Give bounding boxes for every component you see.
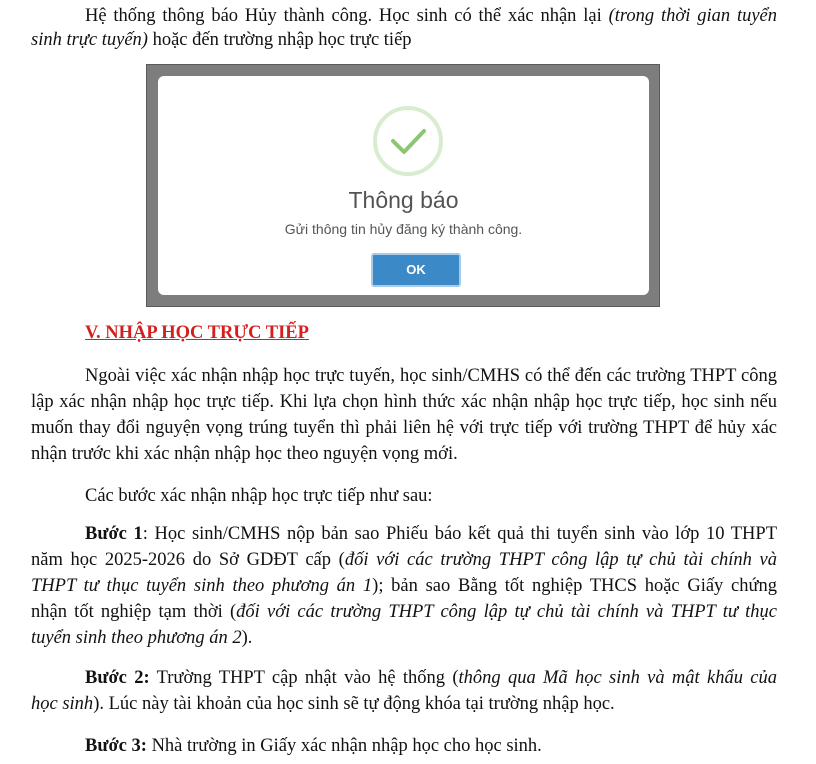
intro-text-2: hoặc đến trường nhập học trực tiếp	[152, 30, 412, 50]
step2-label: Bước 2:	[85, 668, 150, 688]
intro-italic: (trong thời gian tuyển	[608, 6, 778, 26]
ok-button[interactable]: OK	[371, 253, 461, 287]
success-dialog	[158, 76, 649, 295]
para2: Các bước xác nhận nhập học trực tiếp như sau:	[85, 486, 433, 506]
step2-italic: học sinh	[31, 694, 94, 714]
para1-line-3: muốn thay đổi nguyện vọng trúng tuyển thì phải liên hệ với trực tiếp với trường THPT để hủy xác	[31, 418, 777, 438]
step1-italic: THPT tư thục tuyển sinh theo phương án 1	[31, 576, 373, 596]
step1-line-2	[31, 549, 777, 571]
step2-line-1	[85, 667, 777, 689]
step1-text: ).	[241, 628, 253, 648]
step1-line-4	[31, 601, 777, 623]
step2-text: Trường THPT cập nhật vào hệ thống (	[149, 668, 459, 688]
intro-italic-2: sinh trực tuyến)	[31, 30, 148, 50]
dialog-message: Gửi thông tin hủy đăng ký thành công.	[284, 221, 523, 237]
step1-line-5	[31, 627, 252, 649]
step1-italic: đối với các trường THPT công lập tự chủ tài chính và THPT tư thục	[236, 602, 777, 622]
step2-line-2	[31, 693, 615, 715]
step1-text: ); bản sao Bằng tốt nghiệp THCS hoặc Giấy chứng	[372, 576, 777, 596]
dialog-screenshot	[146, 64, 660, 307]
intro-line-1	[85, 5, 777, 27]
step2-italic: thông qua Mã học sinh và mật khẩu của	[458, 668, 777, 688]
step1-text: : Học sinh/CMHS nộp bản sao Phiếu báo kết quả thi tuyển sinh vào lớp 10 THPT	[142, 524, 777, 544]
step1-line-1	[85, 523, 777, 545]
step1-text: năm học 2025-2026 do Sở GDĐT cấp (	[31, 550, 345, 570]
step1-italic: tuyển sinh theo phương án 2	[31, 628, 242, 648]
step3-text: Nhà trường in Giấy xác nhận nhập học cho học sinh.	[146, 736, 542, 756]
para1-line-2: lập xác nhận nhập học trực tiếp. Khi lựa chọn hình thức xác nhận nhập học trực tiếp, học sinh nếu	[31, 392, 777, 412]
section-heading: V. NHẬP HỌC TRỰC TIẾP	[85, 323, 309, 343]
intro-text: Hệ thống thông báo Hủy thành công. Học sinh có thể xác nhận lại	[85, 6, 602, 26]
step1-label: Bước 1	[85, 524, 143, 544]
dialog-title: Thông báo	[348, 187, 459, 213]
para1-line-4: nhận trước khi xác nhận nhập học theo nguyện vọng mới.	[31, 444, 458, 464]
intro-line-2	[31, 29, 412, 51]
step3-label: Bước 3:	[85, 736, 147, 756]
step1-line-3	[31, 575, 777, 597]
step3-line	[85, 735, 542, 757]
step1-italic: đối với các trường THPT công lập tự chủ tài chính và	[344, 550, 777, 570]
step2-text: ). Lúc này tài khoản của học sinh sẽ tự động khóa tại trường nhập học.	[93, 694, 615, 714]
step1-text: nhận tốt nghiệp tạm thời (	[31, 602, 237, 622]
para1-line-1: Ngoài việc xác nhận nhập học trực tuyến, học sinh/CMHS có thể đến các trường THPT công	[85, 366, 777, 386]
checkmark-icon	[373, 106, 443, 176]
